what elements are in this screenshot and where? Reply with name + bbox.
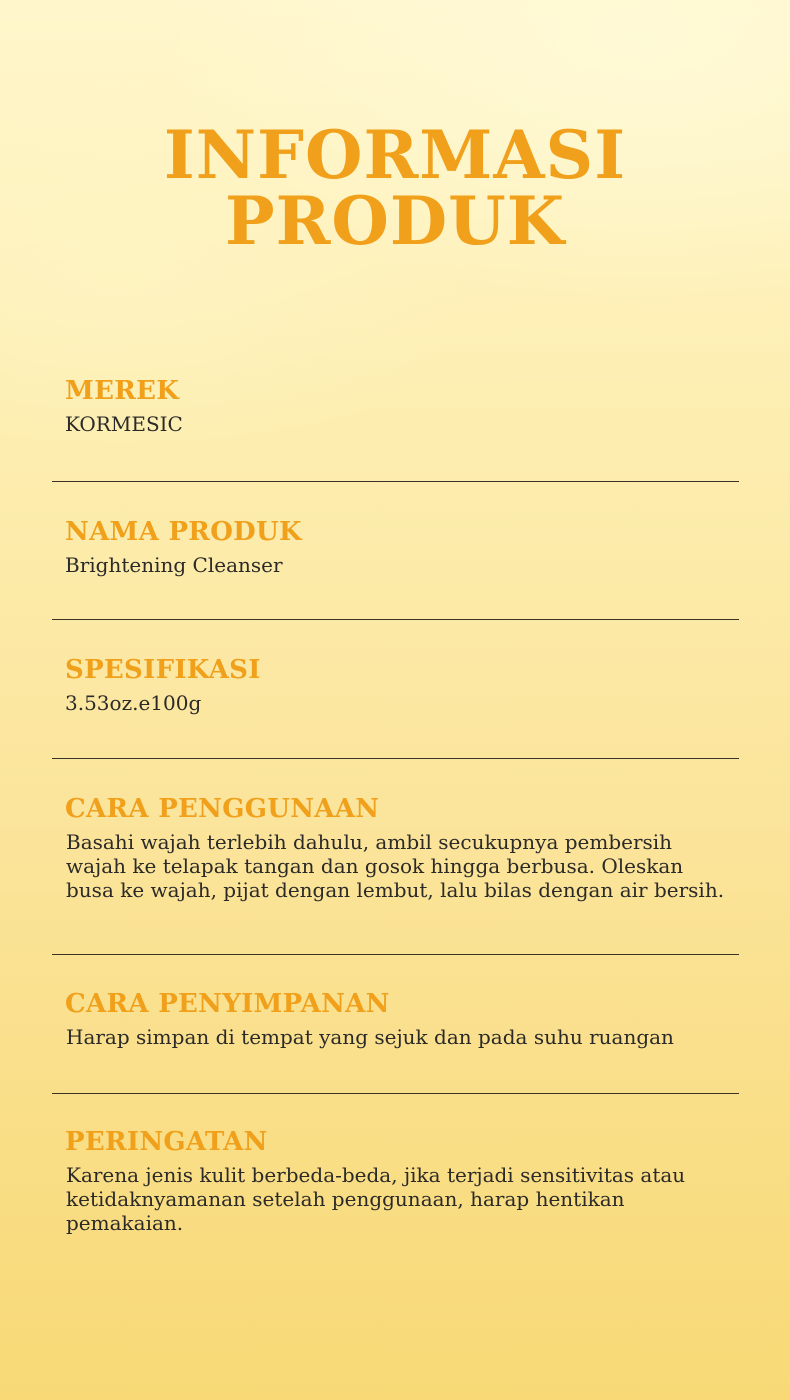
section-usage xyxy=(65,794,730,902)
section-value: Basahi wajah terlebih dahulu, ambil secukupnya pembersih wajah ke telapak tangan dan gosok hingga berbusa. Oleskan busa ke wajah, pijat dengan lembut, lalu bilas dengan air bersih. xyxy=(66,830,725,902)
divider xyxy=(52,619,739,620)
section-value: KORMESIC xyxy=(65,412,183,436)
section-value: Karena jenis kulit berbeda-beda, jika terjadi sensitivitas atau ketidaknyamanan setelah penggunaan, harap hentikan pemakaian. xyxy=(66,1163,686,1235)
page-title-line-1: INFORMASI xyxy=(163,116,627,194)
section-product-name xyxy=(65,517,730,577)
section-brand xyxy=(65,376,730,436)
section-label: SPESIFIKASI xyxy=(65,655,261,685)
section-value: 3.53oz.e100g xyxy=(65,691,202,715)
divider xyxy=(52,481,739,482)
section-value: Brightening Cleanser xyxy=(65,553,283,577)
divider xyxy=(52,1093,739,1094)
divider xyxy=(52,758,739,759)
divider xyxy=(52,954,739,955)
page-title-line-2: PRODUK xyxy=(224,182,566,260)
section-label: NAMA PRODUK xyxy=(65,517,302,547)
section-warning xyxy=(65,1127,730,1235)
section-label: PERINGATAN xyxy=(65,1127,268,1157)
section-value: Harap simpan di tempat yang sejuk dan pada suhu ruangan xyxy=(66,1025,674,1049)
section-label: MEREK xyxy=(65,376,180,406)
section-specification xyxy=(65,655,730,715)
page-title xyxy=(0,116,790,260)
section-label: CARA PENYIMPANAN xyxy=(65,989,390,1019)
section-storage xyxy=(65,989,730,1049)
section-label: CARA PENGGUNAAN xyxy=(65,794,380,824)
